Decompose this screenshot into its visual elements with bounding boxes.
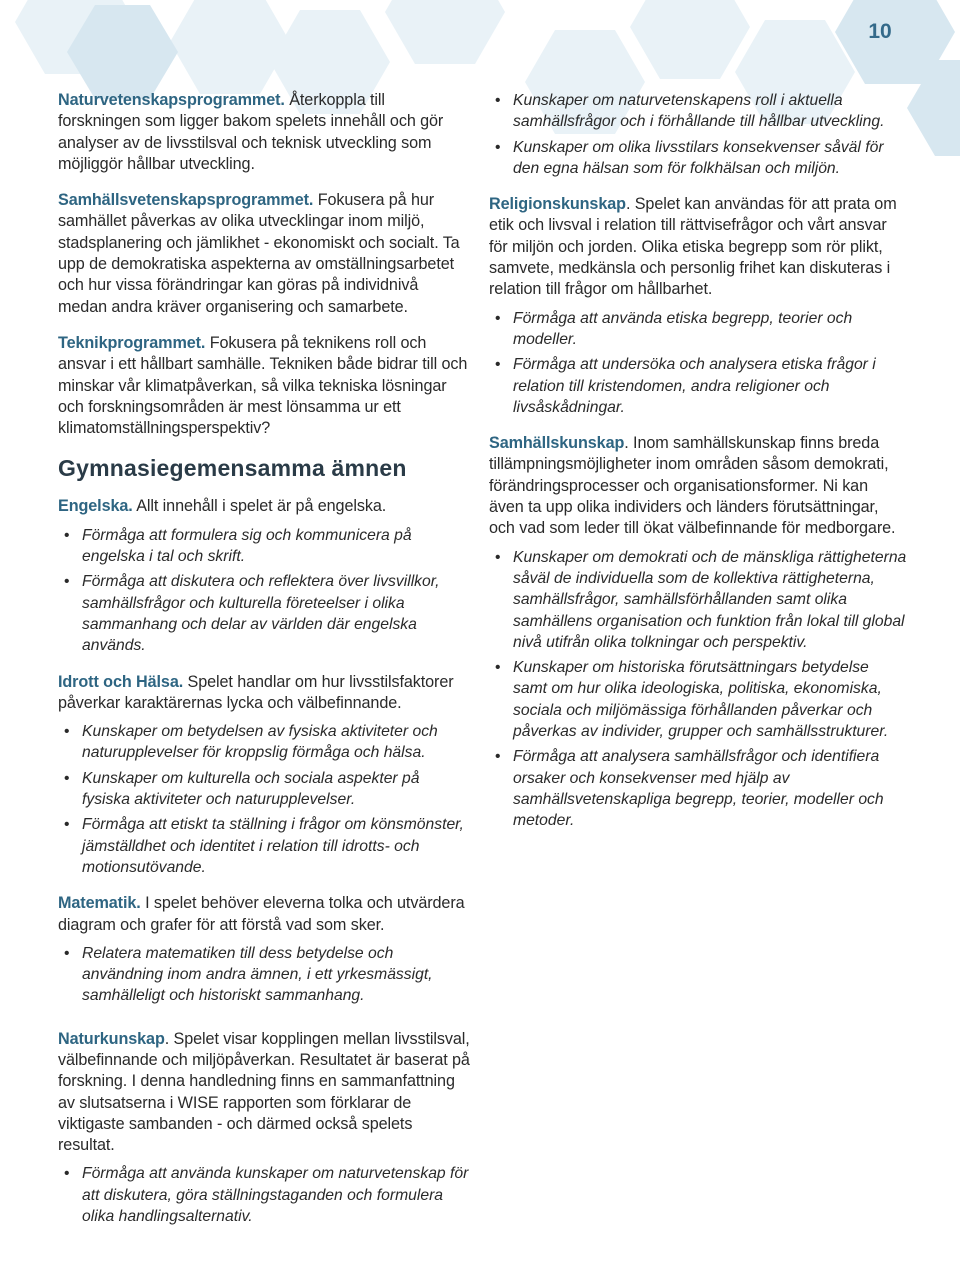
subject-heading: Religionskunskap <box>489 195 626 214</box>
naturkunskap-continued-bullet-list <box>489 90 907 179</box>
paragraph-idrott <box>58 672 470 715</box>
paragraph-text: . Spelet visar kopplingen mellan livsstilsval, välbefinnande och miljöpåverkan. Resultatet är baserat på forskning. I denna handledning finns en sammanfattning av slutsatserna i WISE rapporten som förklarar de viktigaste sambanden - och därmed också spelets resultat. <box>58 1029 470 1155</box>
subject-heading: Naturkunskap <box>58 1029 165 1048</box>
paragraph-naturkunskap <box>58 1029 470 1157</box>
subject-heading: Naturvetenskapsprogrammet. <box>58 91 285 109</box>
paragraph-samhallsvetenskapsprogrammet <box>58 190 470 318</box>
paragraph-text: Allt innehåll i spelet är på engelska. <box>132 497 387 516</box>
paragraph-text: Återkoppla till forskningen som ligger bakom spelets innehåll och gör analyser av de livsstilsval och teknisk utveckling som möjliggör hållbar utveckling. <box>58 91 444 173</box>
list-item: • Förmåga att använda kunskaper om naturvetenskap för att diskutera, göra ställningstaganden och formulera olika handlingsalternativ. <box>58 1163 470 1227</box>
paragraph-text: . Spelet kan användas för att prata om etik och livsval i relation till rättvisefrågor och vårt ansvar för miljön och jorden. Olika etiska begrepp som rör plikt, samvete, medkänsla och personlig frihet kan diskuteras i relation till frågor om hållbarhet. <box>489 195 897 299</box>
list-item: • Förmåga att etiskt ta ställning i frågor om könsmönster, jämställdhet och identitet i relation till idrotts- och motionsutövande. <box>58 814 470 878</box>
hexagon-decoration <box>385 0 505 64</box>
paragraph-naturvetenskapsprogrammet <box>58 90 470 175</box>
list-item: • Kunskaper om betydelsen av fysiska aktiviteter och naturupplevelser för kroppslig förmåga och hälsa. <box>58 721 470 764</box>
idrott-bullet-list <box>58 721 470 878</box>
paragraph-teknikprogrammet <box>58 333 470 439</box>
paragraph-text: Fokusera på hur samhället påverkas av olika utvecklingar inom miljö, stadsplanering och jämlikhet - ekonomiskt och socialt. Ta upp de demokratiska aspekterna av omställningsarbetet och hur vissa förändringar kan göras på individnivå medan andra kräver organisering och samarbete. <box>58 191 460 316</box>
paragraph-matematik <box>58 893 470 936</box>
list-item: • Kunskaper om naturvetenskapens roll i aktuella samhällsfrågor och i förhållande till hållbar utveckling. <box>489 90 907 133</box>
subject-heading: Teknikprogrammet. <box>58 333 206 352</box>
subject-heading: Engelska. <box>58 497 133 516</box>
list-item: • Förmåga att analysera samhällsfrågor och identifiera orsaker och konsekvenser med hjälp av samhällsvetenskapliga begrepp, teorier, modeller och metoder. <box>489 746 907 831</box>
list-item: • Relatera matematiken till dess betydelse och användning inom andra ämnen, i ett yrkesmässigt, samhälleligt och historiskt sammanhang. <box>58 943 470 1007</box>
list-item: • Förmåga att formulera sig och kommunicera på engelska i tal och skrift. <box>58 525 470 568</box>
list-item: • Kunskaper om olika livsstilars konsekvenser såväl för den egna hälsan som för folkhälsan och miljön. <box>489 137 907 180</box>
list-item: • Kunskaper om historiska förutsättningars betydelse samt om hur olika ideologiska, politiska, ekonomiska, sociala och miljömässiga förhållanden påverkar och påverkas av individer, grupper och samhällsstrukturer. <box>489 657 907 742</box>
samhallskunskap-bullet-list <box>489 547 907 832</box>
paragraph-engelska <box>58 496 470 517</box>
hexagon-decoration <box>630 0 750 79</box>
section-title: Gymnasiegemensamma ämnen <box>58 455 407 482</box>
list-item: • Förmåga att undersöka och analysera etiska frågor i relation till kristendomen, andra religioner och livsåskådningar. <box>489 354 907 418</box>
subject-heading: Idrott och Hälsa. <box>58 672 184 691</box>
list-item: • Kunskaper om kulturella och sociala aspekter på fysiska aktiviteter och naturupplevelser. <box>58 768 470 811</box>
matematik-bullet-list <box>58 943 470 1007</box>
left-column <box>58 90 470 1242</box>
paragraph-religionskunskap <box>489 194 907 300</box>
paragraph-text: I spelet behöver eleverna tolka och utvärdera diagram och grafer för att förstå vad som sker. <box>58 894 465 934</box>
paragraph-text: . Inom samhällskunskap finns breda tillämpningsmöjligheter inom områden såsom demokrati, förändringsprocesser och organisationsformer. Ni kan även ta upp olika individers och länders förutsättningar, och vad som leder till ökat välbefinnande för medborgare. <box>489 434 896 538</box>
right-column <box>489 90 907 847</box>
page-number: 10 <box>868 20 892 43</box>
hexagon-decoration <box>170 0 290 94</box>
paragraph-samhallskunskap <box>489 433 907 539</box>
list-item: • Kunskaper om demokrati och de mänskliga rättigheterna såväl de individuella som de kollektiva rättigheterna, samhällsfrågor, samhällsförhållanden samt olika samhällens organisation och funktion från lokal till global nivå utifrån olika tolkningar och perspektiv. <box>489 547 907 653</box>
engelska-bullet-list <box>58 525 470 657</box>
religion-bullet-list <box>489 308 907 418</box>
paragraph-text: Fokusera på teknikens roll och ansvar i ett hållbart samhälle. Tekniken både bidrar till och minskar vår klimatpåverkan, så vilka tekniska lösningar och forskningsområden är mest lönsamma ur ett klimatomställningsperspektiv? <box>58 333 468 438</box>
subject-heading: Matematik. <box>58 894 141 913</box>
list-item: • Förmåga att diskutera och reflektera över livsvillkor, samhällsfrågor och kulturella företeelser i olika sammanhang och delar av världen där engelska används. <box>58 571 470 656</box>
list-item: • Förmåga att använda etiska begrepp, teorier och modeller. <box>489 308 907 351</box>
paragraph-text: Spelet handlar om hur livsstilsfaktorer påverkar karaktärernas lycka och välbefinnande. <box>58 672 454 712</box>
subject-heading: Samhällsvetenskapsprogrammet. <box>58 191 314 210</box>
subject-heading: Samhällskunskap <box>489 434 625 453</box>
naturkunskap-bullet-list <box>58 1163 470 1227</box>
